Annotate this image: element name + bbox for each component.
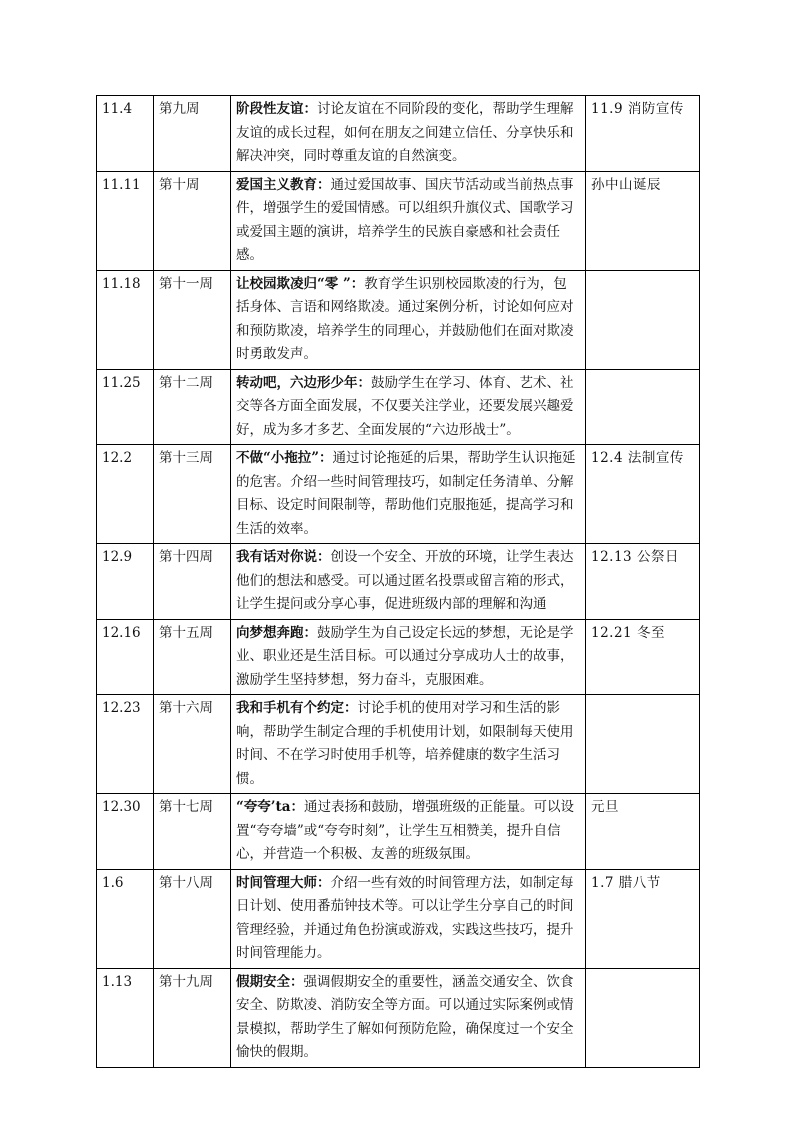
week-cell: 第十周 — [154, 171, 231, 270]
topic-title: 假期安全： — [236, 973, 304, 990]
week-cell: 第十八周 — [154, 869, 231, 968]
content-cell — [231, 695, 586, 794]
note-cell: 12.4 法制宣传 — [586, 445, 700, 544]
class-meeting-schedule-table — [96, 95, 700, 1068]
content-cell — [231, 869, 586, 968]
topic-description: 鼓励学生在学习、体育、艺术、社交等各方面全面发展，不仅要关注学业，还要发展兴趣爱好，成为多才多艺、全面发展的“六边形战士”。 — [236, 374, 574, 438]
week-cell: 第九周 — [154, 96, 231, 172]
topic-title: 我和手机有个约定： — [236, 700, 358, 716]
table-row — [97, 544, 700, 620]
topic-title: 转动吧，六边形少年： — [236, 374, 371, 391]
date-cell: 1.6 — [97, 869, 154, 968]
topic-title: 不做“小拖拉”： — [236, 450, 333, 466]
date-cell: 12.2 — [97, 445, 154, 544]
date-cell: 12.30 — [97, 794, 154, 870]
topic-description: 创设一个安全、开放的环境，让学生表达他们的想法和感受。可以通过匿名投票或留言箱的形式，让学生提问或分享心事，促进班级内部的理解和沟通 — [236, 549, 574, 612]
date-cell: 12.16 — [97, 619, 154, 695]
date-cell: 11.18 — [97, 270, 154, 369]
note-cell: 1.7 腊八节 — [586, 869, 700, 968]
topic-description: 讨论友谊在不同阶段的变化，帮助学生理解友谊的成长过程，如何在朋友之间建立信任、分享快乐和解决冲突，同时尊重友谊的自然演变。 — [236, 101, 574, 164]
content-cell — [231, 544, 586, 620]
topic-title: 向梦想奔跑： — [236, 624, 317, 641]
table-row — [97, 369, 700, 445]
table-row — [97, 869, 700, 968]
note-cell — [586, 968, 700, 1067]
topic-title: 让校园欺凌归“零 ”： — [236, 275, 365, 292]
week-cell: 第十一周 — [154, 270, 231, 369]
note-cell: 11.9 消防宣传 — [586, 96, 700, 172]
topic-description: 教育学生识别校园欺凌的行为，包括身体、言语和网络欺凌。通过案例分析，讨论如何应对和预防欺凌，培养学生的同理心，并鼓励他们在面对欺凌时勇敢发声。 — [236, 275, 574, 362]
schedule-sheet — [96, 95, 699, 1068]
content-cell — [231, 171, 586, 270]
topic-description: 讨论手机的使用对学习和生活的影响，帮助学生制定合理的手机使用计划，如限制每天使用时间、不在学习时使用手机等，培养健康的数字生活习惯。 — [236, 700, 574, 787]
note-cell: 孙中山诞辰 — [586, 171, 700, 270]
note-cell: 元旦 — [586, 794, 700, 870]
topic-title: 阶段性友谊： — [236, 101, 317, 117]
topic-description: 通过爱国故事、国庆节活动或当前热点事件，增强学生的爱国情感。可以组织升旗仪式、国歌学习或爱国主题的演讲，培养学生的民族自豪感和社会责任感。 — [236, 176, 574, 263]
week-cell: 第十七周 — [154, 794, 231, 870]
topic-title: 我有话对你说： — [236, 549, 331, 565]
note-cell — [586, 695, 700, 794]
date-cell: 12.23 — [97, 695, 154, 794]
week-cell: 第十二周 — [154, 369, 231, 445]
topic-description: 鼓励学生为自己设定长远的梦想，无论是学业、职业还是生活目标。可以通过分享成功人士的故事，激励学生坚持梦想，努力奋斗，克服困难。 — [236, 624, 574, 688]
schedule-table-body — [97, 96, 700, 1068]
note-cell — [586, 270, 700, 369]
week-cell: 第十九周 — [154, 968, 231, 1067]
date-cell: 11.25 — [97, 369, 154, 445]
content-cell — [231, 968, 586, 1067]
content-cell — [231, 794, 586, 870]
week-cell: 第十五周 — [154, 619, 231, 695]
topic-title: 爱国主义教育： — [236, 176, 331, 193]
table-row — [97, 96, 700, 172]
table-row — [97, 445, 700, 544]
topic-description: 介绍一些有效的时间管理方法，如制定每日计划、使用番茄钟技术等。可以让学生分享自己的时间管理经验，并通过角色扮演或游戏，实践这些技巧，提升时间管理能力。 — [236, 874, 574, 961]
table-row — [97, 171, 700, 270]
table-row — [97, 968, 700, 1067]
table-row — [97, 695, 700, 794]
table-row — [97, 619, 700, 695]
week-cell: 第十六周 — [154, 695, 231, 794]
content-cell — [231, 619, 586, 695]
content-cell — [231, 369, 586, 445]
note-cell — [586, 369, 700, 445]
topic-description: 通过表扬和鼓励，增强班级的正能量。可以设置“夸夸墙”或“夸夸时刻”，让学生互相赞美，提升自信心，并营造一个积极、友善的班级氛围。 — [236, 799, 574, 862]
content-cell — [231, 445, 586, 544]
note-cell: 12.21 冬至 — [586, 619, 700, 695]
date-cell: 12.9 — [97, 544, 154, 620]
note-cell: 12.13 公祭日 — [586, 544, 700, 620]
topic-description: 强调假期安全的重要性，涵盖交通安全、饮食安全、防欺凌、消防安全等方面。可以通过实际案例或情景模拟，帮助学生了解如何预防危险，确保度过一个安全愉快的假期。 — [236, 973, 574, 1060]
date-cell: 1.13 — [97, 968, 154, 1067]
content-cell — [231, 96, 586, 172]
week-cell: 第十三周 — [154, 445, 231, 544]
table-row — [97, 794, 700, 870]
table-row — [97, 270, 700, 369]
content-cell — [231, 270, 586, 369]
topic-title: “夸夸’ta： — [236, 799, 304, 815]
date-cell: 11.11 — [97, 171, 154, 270]
topic-description: 通过讨论拖延的后果，帮助学生认识拖延的危害。介绍一些时间管理技巧，如制定任务清单、分解目标、设定时间限制等，帮助他们克服拖延，提高学习和生活的效率。 — [236, 450, 576, 537]
week-cell: 第十四周 — [154, 544, 231, 620]
topic-title: 时间管理大师： — [236, 874, 331, 891]
date-cell: 11.4 — [97, 96, 154, 172]
